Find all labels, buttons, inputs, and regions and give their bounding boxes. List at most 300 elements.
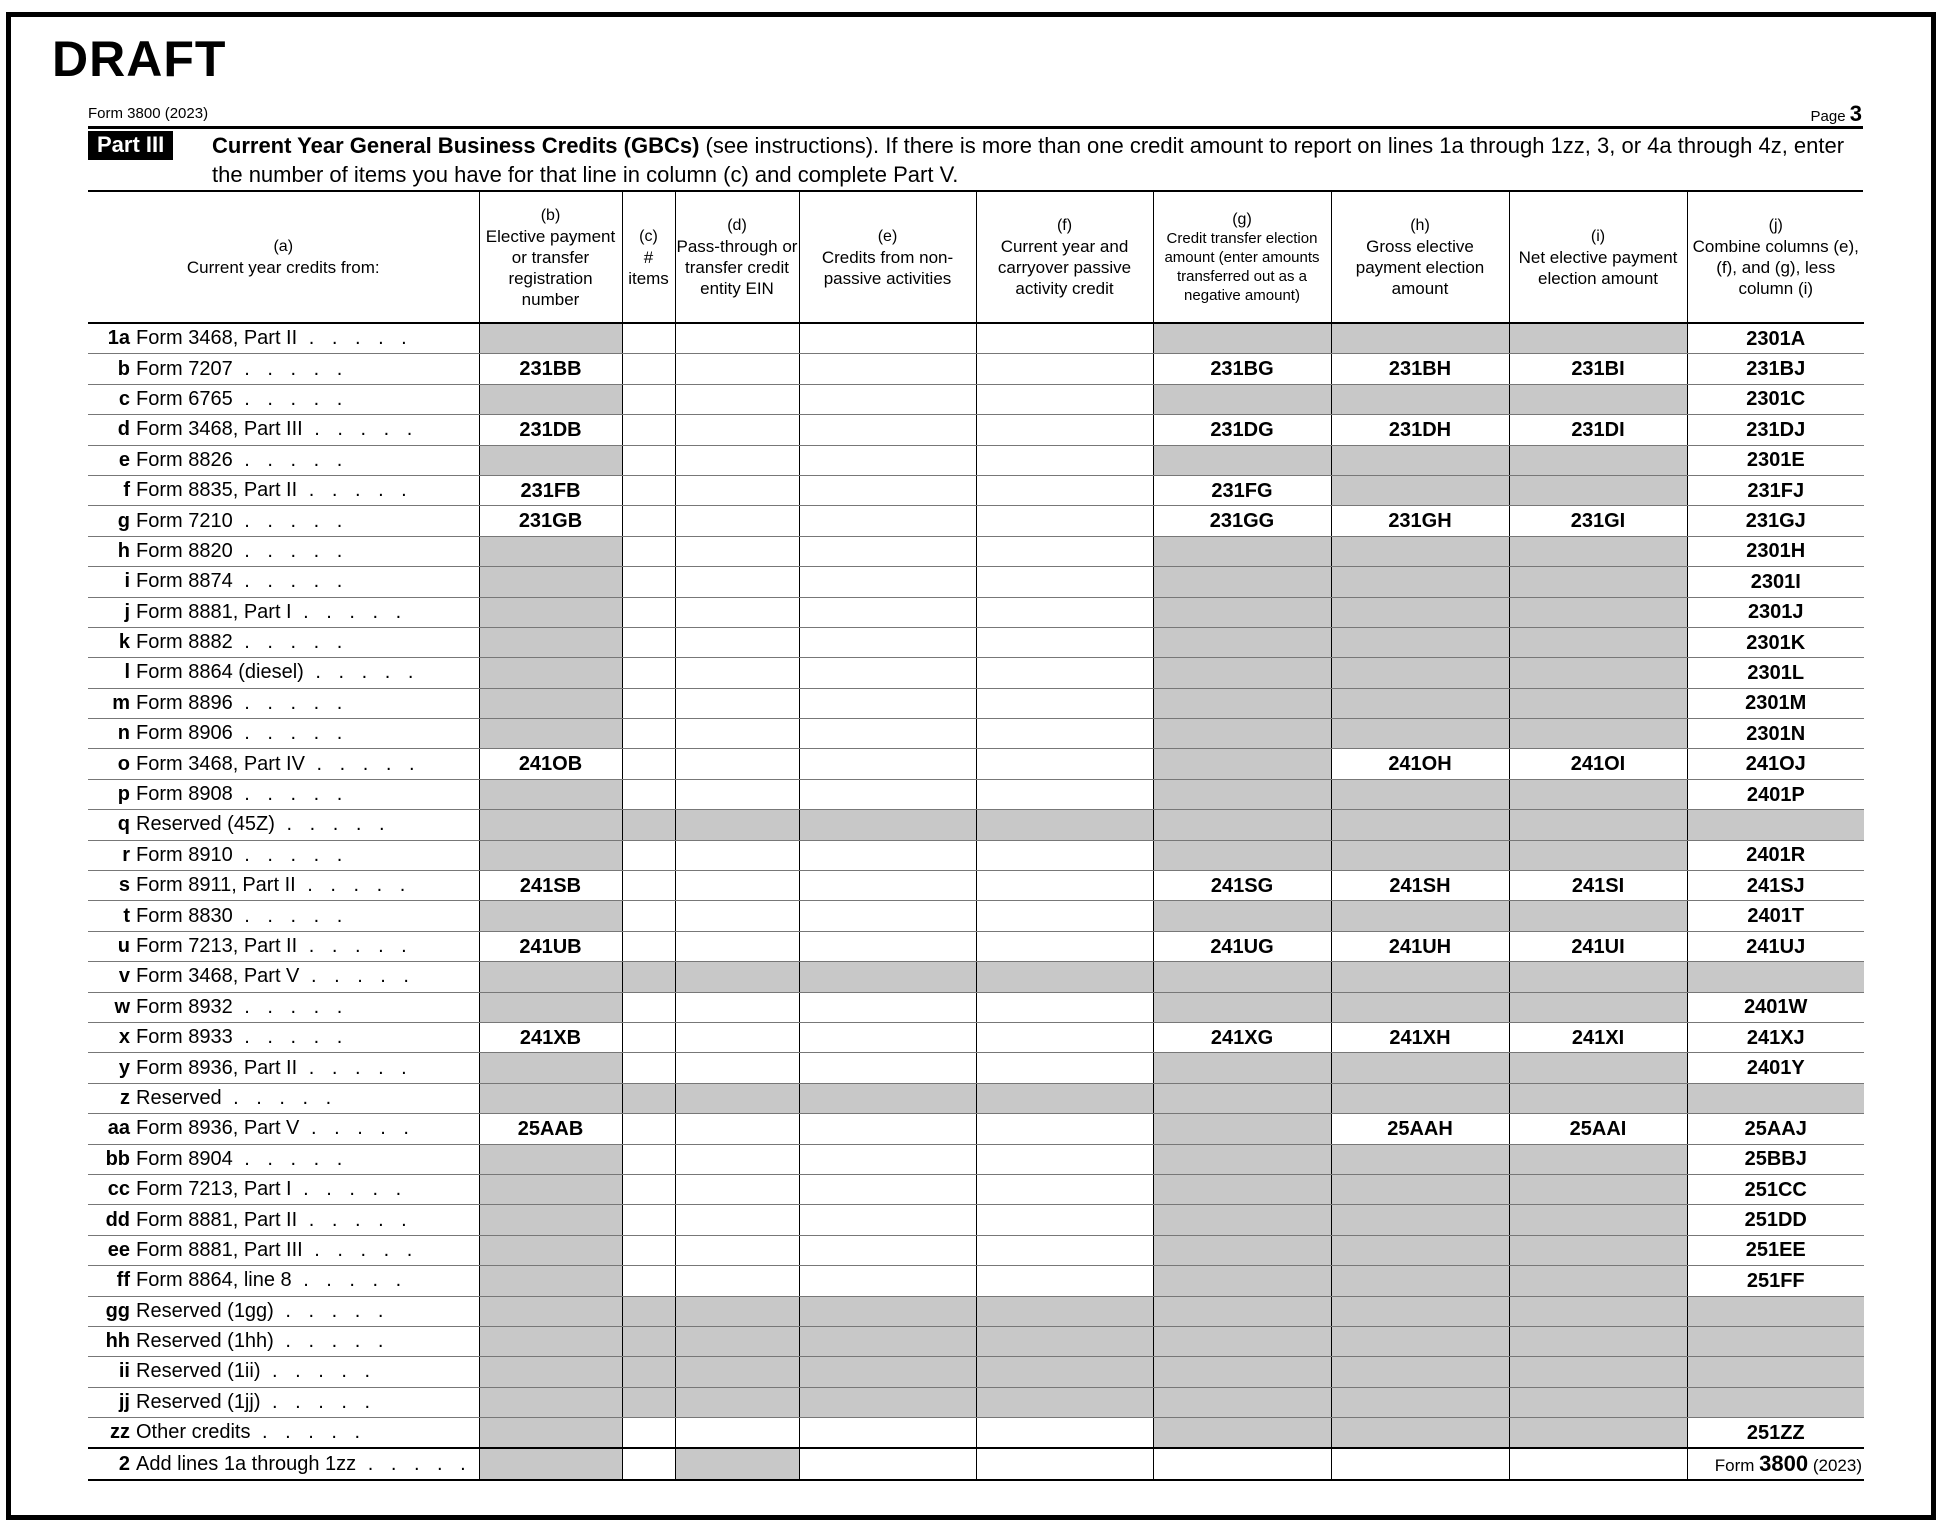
col-j-cell[interactable]: 2301N (1687, 719, 1864, 749)
line-description (136, 1083, 479, 1113)
col-c-cell[interactable] (622, 749, 675, 779)
col-b-cell[interactable]: 241SB (479, 871, 622, 901)
col-j-cell[interactable]: 251CC (1687, 1174, 1864, 1204)
col-f-cell[interactable] (976, 415, 1153, 445)
col-c-cell[interactable] (622, 567, 675, 597)
line-number: l (88, 658, 136, 688)
col-d-cell (675, 810, 799, 840)
col-f-cell[interactable] (976, 536, 1153, 566)
line-number: r (88, 840, 136, 870)
col-e-cell[interactable] (799, 658, 976, 688)
col-d-cell[interactable] (675, 415, 799, 445)
col-i-cell (1509, 1296, 1687, 1326)
col-e-cell[interactable] (799, 445, 976, 475)
line-description (136, 445, 479, 475)
col-b-cell[interactable]: 25AAB (479, 1114, 622, 1144)
col-c-cell (622, 1326, 675, 1356)
line-description-text: Form 7210 (136, 509, 233, 532)
col-j-cell[interactable]: 2301A (1687, 323, 1864, 354)
col-b-cell (479, 1083, 622, 1113)
line-number: i (88, 567, 136, 597)
line-description (136, 506, 479, 536)
col-d-cell[interactable] (675, 901, 799, 931)
col-e-cell[interactable] (799, 992, 976, 1022)
col-d-cell[interactable] (675, 658, 799, 688)
line-number: jj (88, 1387, 136, 1417)
col-b-cell[interactable]: 231BB (479, 354, 622, 384)
line-description-text: Form 7207 (136, 357, 233, 380)
col-e-cell[interactable] (799, 779, 976, 809)
col-h-cell[interactable]: 241UH (1331, 931, 1509, 961)
col-f-cell[interactable] (976, 567, 1153, 597)
line-description (136, 1266, 479, 1296)
col-j-cell (1687, 1083, 1864, 1113)
col-j-cell[interactable]: 251ZZ (1687, 1418, 1864, 1449)
line-number: z (88, 1083, 136, 1113)
col-f-cell[interactable] (976, 719, 1153, 749)
line-number: q (88, 810, 136, 840)
col-c-cell[interactable] (622, 779, 675, 809)
col-f-cell[interactable] (976, 901, 1153, 931)
col-g-cell[interactable] (1153, 1448, 1331, 1479)
col-f-cell[interactable] (976, 445, 1153, 475)
line-number: hh (88, 1326, 136, 1356)
col-g-cell[interactable]: 231BG (1153, 354, 1331, 384)
col-f-cell[interactable] (976, 1114, 1153, 1144)
col-f-cell[interactable] (976, 1174, 1153, 1204)
col-e-cell[interactable] (799, 1448, 976, 1479)
part-label: Part III (88, 131, 173, 160)
col-d-cell[interactable] (675, 779, 799, 809)
col-f-cell[interactable] (976, 354, 1153, 384)
col-i-cell[interactable]: 241SI (1509, 871, 1687, 901)
form-reference: Form 3800 (2023) (88, 105, 209, 122)
col-c-cell[interactable] (622, 1448, 675, 1479)
col-j-cell[interactable]: 231BJ (1687, 354, 1864, 384)
col-j-cell[interactable]: 241SJ (1687, 871, 1864, 901)
col-b-cell[interactable]: 241UB (479, 931, 622, 961)
col-j-cell[interactable]: 231GJ (1687, 506, 1864, 536)
col-f-cell[interactable] (976, 323, 1153, 354)
line-description (136, 384, 479, 414)
col-g-cell (1153, 1296, 1331, 1326)
line-description (136, 658, 479, 688)
col-d-cell (675, 962, 799, 992)
col-c-cell[interactable] (622, 354, 675, 384)
col-f-cell[interactable] (976, 931, 1153, 961)
line-description-text: Form 8835, Part II (136, 479, 298, 502)
col-c-cell[interactable] (622, 384, 675, 414)
col-c-cell[interactable] (622, 1114, 675, 1144)
col-d-cell[interactable] (675, 840, 799, 870)
col-d-cell[interactable] (675, 1418, 799, 1449)
col-b-cell (479, 658, 622, 688)
col-g-cell (1153, 1418, 1331, 1449)
leader-dots: . . . . . (299, 1117, 415, 1140)
col-g-cell (1153, 627, 1331, 657)
col-c-cell[interactable] (622, 445, 675, 475)
col-d-cell[interactable] (675, 536, 799, 566)
col-d-cell[interactable] (675, 1235, 799, 1265)
col-j-cell[interactable]: 2301H (1687, 536, 1864, 566)
col-j-cell[interactable]: 251DD (1687, 1205, 1864, 1235)
line-description (136, 1326, 479, 1356)
leader-dots: . . . . . (232, 509, 349, 532)
line-number: n (88, 719, 136, 749)
col-j-cell[interactable]: 241XJ (1687, 1022, 1864, 1052)
col-e-cell[interactable] (799, 840, 976, 870)
col-j-cell[interactable]: 241UJ (1687, 931, 1864, 961)
col-c-cell[interactable] (622, 1174, 675, 1204)
col-e-cell[interactable] (799, 1174, 976, 1204)
col-e-cell[interactable] (799, 688, 976, 718)
line-description (136, 1174, 479, 1204)
col-g-cell[interactable]: 241SG (1153, 871, 1331, 901)
line-description-text: Form 8864, line 8 (136, 1269, 292, 1292)
col-i-cell[interactable] (1509, 1448, 1687, 1479)
col-i-cell (1509, 779, 1687, 809)
leader-dots: . . . . . (273, 1330, 390, 1353)
col-c-cell[interactable] (622, 992, 675, 1022)
col-i-cell[interactable]: 231GI (1509, 506, 1687, 536)
line-description (136, 1022, 479, 1052)
col-j-cell[interactable]: 2401P (1687, 779, 1864, 809)
col-h-cell[interactable]: 241OH (1331, 749, 1509, 779)
col-i-header: (i) Net elective payment election amount (1509, 192, 1687, 323)
table-row (88, 719, 1864, 749)
col-e-cell[interactable] (799, 384, 976, 414)
col-b-cell (479, 1357, 622, 1387)
col-b-cell[interactable]: 241OB (479, 749, 622, 779)
col-c-cell[interactable] (622, 688, 675, 718)
col-d-cell[interactable] (675, 931, 799, 961)
col-b-cell[interactable]: 231DB (479, 415, 622, 445)
col-j-cell[interactable]: 231DJ (1687, 415, 1864, 445)
col-f-cell[interactable] (976, 688, 1153, 718)
col-g-cell[interactable]: 231DG (1153, 415, 1331, 445)
line-number: f (88, 475, 136, 505)
col-d-cell[interactable] (675, 475, 799, 505)
col-f-cell[interactable] (976, 1266, 1153, 1296)
col-d-cell[interactable] (675, 1114, 799, 1144)
col-c-cell[interactable] (622, 506, 675, 536)
col-d-cell[interactable] (675, 627, 799, 657)
col-f-cell[interactable] (976, 1205, 1153, 1235)
col-e-cell[interactable] (799, 415, 976, 445)
col-j-cell[interactable]: 251EE (1687, 1235, 1864, 1265)
line-description (136, 688, 479, 718)
col-f-cell[interactable] (976, 1053, 1153, 1083)
line-description-text: Reserved (1gg) (136, 1299, 274, 1322)
line-description-text: Form 8864 (diesel) (136, 661, 304, 684)
col-h-cell (1331, 962, 1509, 992)
col-g-cell (1153, 658, 1331, 688)
col-c-cell[interactable] (622, 1235, 675, 1265)
table-row (88, 810, 1864, 840)
col-e-cell[interactable] (799, 627, 976, 657)
col-d-cell[interactable] (675, 1266, 799, 1296)
col-d-cell[interactable] (675, 688, 799, 718)
col-j-cell[interactable]: 25AAJ (1687, 1114, 1864, 1144)
col-j-cell[interactable]: 2301M (1687, 688, 1864, 718)
line-description-text: Form 8896 (136, 691, 233, 714)
col-j-cell[interactable]: 231FJ (1687, 475, 1864, 505)
col-i-cell[interactable]: 241OI (1509, 749, 1687, 779)
table-row (88, 536, 1864, 566)
col-f-cell[interactable] (976, 506, 1153, 536)
col-g-cell (1153, 779, 1331, 809)
col-f-cell[interactable] (976, 475, 1153, 505)
table-row (88, 1357, 1864, 1387)
col-b-cell[interactable]: 231FB (479, 475, 622, 505)
col-i-cell[interactable]: 231BI (1509, 354, 1687, 384)
leader-dots: . . . . . (297, 1208, 413, 1231)
line-description-text: Form 6765 (136, 387, 233, 410)
col-i-cell[interactable]: 241XI (1509, 1022, 1687, 1052)
col-d-cell[interactable] (675, 871, 799, 901)
col-f-cell[interactable] (976, 840, 1153, 870)
line-description-text: Form 8932 (136, 995, 233, 1018)
line-number: dd (88, 1205, 136, 1235)
col-d-cell[interactable] (675, 384, 799, 414)
col-j-cell (1687, 1296, 1864, 1326)
col-j-cell[interactable]: 251FF (1687, 1266, 1864, 1296)
col-b-cell[interactable]: 231GB (479, 506, 622, 536)
line-description (136, 1144, 479, 1174)
col-c-cell[interactable] (622, 536, 675, 566)
col-e-cell[interactable] (799, 901, 976, 931)
col-f-cell[interactable] (976, 779, 1153, 809)
col-f-cell[interactable] (976, 658, 1153, 688)
col-d-cell[interactable] (675, 1144, 799, 1174)
leader-dots: . . . . . (260, 1360, 377, 1383)
line-number: u (88, 931, 136, 961)
line-description-text: Form 8933 (136, 1026, 233, 1049)
leader-dots: . . . . . (297, 327, 413, 350)
col-c-cell[interactable] (622, 901, 675, 931)
table-row (88, 506, 1864, 536)
col-h-cell[interactable]: 25AAH (1331, 1114, 1509, 1144)
col-g-cell[interactable]: 231GG (1153, 506, 1331, 536)
col-g-cell (1153, 1266, 1331, 1296)
leader-dots: . . . . . (232, 539, 349, 562)
col-d-cell[interactable] (675, 992, 799, 1022)
col-j-cell[interactable]: 2401W (1687, 992, 1864, 1022)
col-e-cell[interactable] (799, 323, 976, 354)
col-h-cell[interactable]: 241XH (1331, 1022, 1509, 1052)
col-j-cell[interactable]: 2301C (1687, 384, 1864, 414)
col-d-cell (675, 1357, 799, 1387)
col-b-cell (479, 1448, 622, 1479)
col-e-cell[interactable] (799, 1022, 976, 1052)
col-c-cell[interactable] (622, 931, 675, 961)
line-description (136, 810, 479, 840)
line-number: y (88, 1053, 136, 1083)
col-j-cell[interactable]: 2301J (1687, 597, 1864, 627)
table-row (88, 1266, 1864, 1296)
col-e-cell[interactable] (799, 1266, 976, 1296)
col-e-cell[interactable] (799, 506, 976, 536)
col-i-cell (1509, 1387, 1687, 1417)
col-h-cell[interactable]: 231DH (1331, 415, 1509, 445)
col-j-cell[interactable]: 2301I (1687, 567, 1864, 597)
leader-dots: . . . . . (295, 874, 412, 897)
line-number: w (88, 992, 136, 1022)
col-d-cell[interactable] (675, 719, 799, 749)
col-d-cell[interactable] (675, 323, 799, 354)
table-row (88, 931, 1864, 961)
col-c-cell[interactable] (622, 597, 675, 627)
col-f-cell[interactable] (976, 1022, 1153, 1052)
line-description (136, 1114, 479, 1144)
col-c-cell[interactable] (622, 719, 675, 749)
col-e-cell[interactable] (799, 1235, 976, 1265)
col-g-cell (1153, 1326, 1331, 1356)
col-d-cell[interactable] (675, 567, 799, 597)
col-d-cell[interactable] (675, 354, 799, 384)
col-c-cell[interactable] (622, 1266, 675, 1296)
col-e-cell[interactable] (799, 536, 976, 566)
col-j-cell[interactable]: 2401R (1687, 840, 1864, 870)
col-e-cell[interactable] (799, 1144, 976, 1174)
line-description (136, 931, 479, 961)
col-e-cell[interactable] (799, 1114, 976, 1144)
line-number: bb (88, 1144, 136, 1174)
col-j-cell[interactable]: 2301E (1687, 445, 1864, 475)
col-c-cell[interactable] (622, 1053, 675, 1083)
col-h-cell[interactable]: 231GH (1331, 506, 1509, 536)
table-row (88, 475, 1864, 505)
col-j-cell[interactable]: 2401Y (1687, 1053, 1864, 1083)
col-h-cell (1331, 1235, 1509, 1265)
col-b-cell (479, 1235, 622, 1265)
col-j-cell[interactable]: 241OJ (1687, 749, 1864, 779)
line-description (136, 779, 479, 809)
col-e-cell[interactable] (799, 1053, 976, 1083)
col-b-cell (479, 688, 622, 718)
col-c-cell[interactable] (622, 1144, 675, 1174)
leader-dots: . . . . . (302, 1238, 419, 1261)
col-h-cell (1331, 810, 1509, 840)
col-h-cell (1331, 1083, 1509, 1113)
line-description-text: Form 3468, Part III (136, 418, 303, 441)
col-d-cell[interactable] (675, 597, 799, 627)
col-g-cell (1153, 1174, 1331, 1204)
col-d-cell[interactable] (675, 1174, 799, 1204)
table-row (88, 445, 1864, 475)
line-description-text: Reserved (45Z) (136, 813, 275, 836)
col-i-cell[interactable]: 241UI (1509, 931, 1687, 961)
col-c-cell[interactable] (622, 627, 675, 657)
col-h-cell[interactable] (1331, 1448, 1509, 1479)
col-c-cell[interactable] (622, 1205, 675, 1235)
line-description (136, 354, 479, 384)
col-b-cell (479, 597, 622, 627)
col-f-cell[interactable] (976, 1235, 1153, 1265)
col-d-cell[interactable] (675, 1022, 799, 1052)
col-g-cell (1153, 1083, 1331, 1113)
col-g-cell[interactable]: 241XG (1153, 1022, 1331, 1052)
col-f-cell[interactable] (976, 627, 1153, 657)
col-c-cell[interactable] (622, 475, 675, 505)
col-h-cell[interactable]: 231BH (1331, 354, 1509, 384)
col-d-cell[interactable] (675, 749, 799, 779)
col-e-cell[interactable] (799, 719, 976, 749)
col-e-cell[interactable] (799, 475, 976, 505)
col-j-cell[interactable]: 2401T (1687, 901, 1864, 931)
col-b-cell[interactable]: 241XB (479, 1022, 622, 1052)
col-i-cell[interactable]: 25AAI (1509, 1114, 1687, 1144)
leader-dots: . . . . . (232, 387, 349, 410)
col-d-cell[interactable] (675, 1053, 799, 1083)
col-e-cell[interactable] (799, 1205, 976, 1235)
col-e-cell[interactable] (799, 1418, 976, 1449)
col-h-cell[interactable]: 241SH (1331, 871, 1509, 901)
col-f-cell[interactable] (976, 992, 1153, 1022)
col-d-cell[interactable] (675, 445, 799, 475)
col-g-cell (1153, 1235, 1331, 1265)
col-i-cell (1509, 1144, 1687, 1174)
leader-dots: . . . . . (232, 722, 349, 745)
col-e-cell[interactable] (799, 749, 976, 779)
col-f-cell[interactable] (976, 1144, 1153, 1174)
col-f-cell[interactable] (976, 384, 1153, 414)
col-c-cell[interactable] (622, 415, 675, 445)
col-c-cell[interactable] (622, 1022, 675, 1052)
top-rule (88, 126, 1863, 129)
col-d-cell[interactable] (675, 506, 799, 536)
col-i-cell[interactable]: 231DI (1509, 415, 1687, 445)
line-description (136, 719, 479, 749)
table-row (88, 1053, 1864, 1083)
col-e-cell[interactable] (799, 597, 976, 627)
col-i-cell (1509, 688, 1687, 718)
col-g-cell[interactable]: 231FG (1153, 475, 1331, 505)
col-j-cell[interactable]: 25BBJ (1687, 1144, 1864, 1174)
col-h-cell (1331, 475, 1509, 505)
col-f-cell[interactable] (976, 597, 1153, 627)
col-j-cell[interactable]: 2301K (1687, 627, 1864, 657)
col-e-cell (799, 1387, 976, 1417)
col-e-cell[interactable] (799, 567, 976, 597)
col-d-cell (675, 1448, 799, 1479)
col-g-cell[interactable]: 241UG (1153, 931, 1331, 961)
table-row (88, 1326, 1864, 1356)
col-c-cell[interactable] (622, 840, 675, 870)
line-description (136, 415, 479, 445)
col-d-cell[interactable] (675, 1205, 799, 1235)
table-row (88, 992, 1864, 1022)
table-row (88, 1205, 1864, 1235)
col-f-cell[interactable] (976, 749, 1153, 779)
col-f-cell (976, 962, 1153, 992)
col-c-cell[interactable] (622, 1418, 675, 1449)
col-g-cell (1153, 1053, 1331, 1083)
col-f-cell[interactable] (976, 871, 1153, 901)
col-e-cell[interactable] (799, 871, 976, 901)
col-j-cell[interactable]: 2301L (1687, 658, 1864, 688)
col-f-cell[interactable] (976, 1418, 1153, 1449)
col-c-cell[interactable] (622, 871, 675, 901)
col-c-cell[interactable] (622, 323, 675, 354)
line-description-text: Form 8911, Part II (136, 874, 296, 897)
col-e-cell[interactable] (799, 931, 976, 961)
col-c-cell[interactable] (622, 658, 675, 688)
leader-dots: . . . . . (232, 570, 349, 593)
col-f-cell[interactable] (976, 1448, 1153, 1479)
col-j-cell (1687, 810, 1864, 840)
col-e-cell[interactable] (799, 354, 976, 384)
